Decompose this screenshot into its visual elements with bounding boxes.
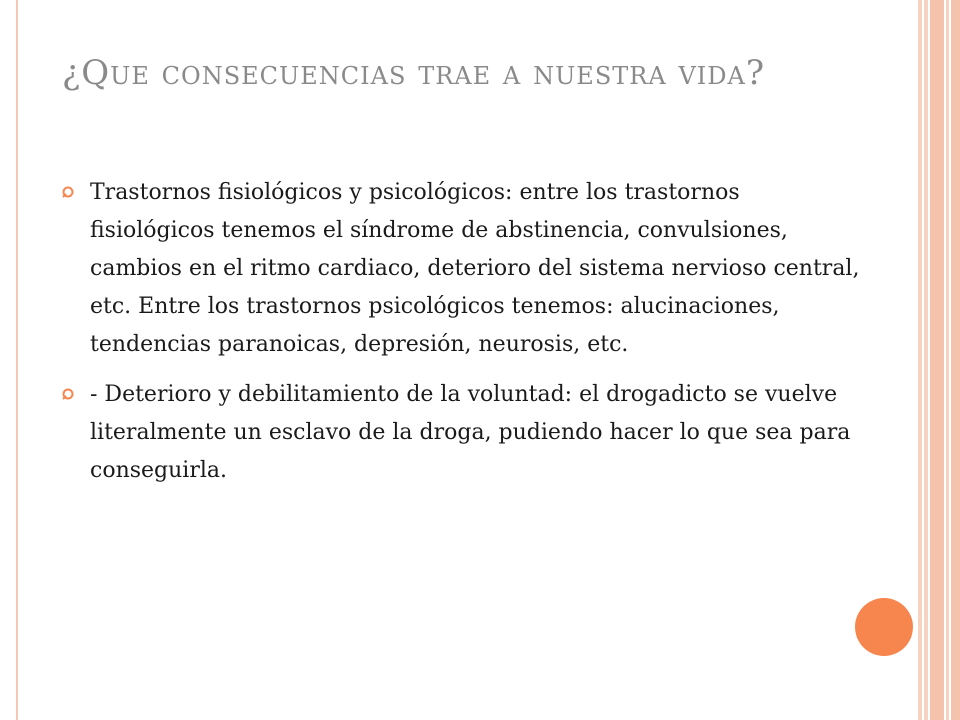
- stripe: [951, 0, 960, 720]
- stripe: [918, 0, 922, 720]
- stripe: [924, 0, 928, 720]
- list-item: [62, 174, 862, 364]
- slide-title: ¿Que consecuencias trae a nuestra vida?: [62, 53, 766, 93]
- stripe: [946, 0, 949, 720]
- circle-bullet-icon: [62, 186, 74, 198]
- list-item: [62, 376, 862, 490]
- bullet-text: - Deterioro y debilitamiento de la voluntad: el drogadicto se vuelve literalmente un esclavo de la droga, pudiendo hacer lo que sea para conseguirla.: [90, 382, 851, 483]
- bullet-text: Trastornos fisiológicos y psicológicos: entre los trastornos fisiológicos tenemos el síndrome de abstinencia, convulsiones, cambios en el ritmo cardiaco, deterioro del sistema nervioso central, etc. Entre los trastornos psicológicos tenemos: alucinaciones, tendencias paranoicas, depresión, neurosis, etc.: [90, 180, 860, 357]
- left-decorative-rule: [16, 0, 18, 720]
- right-decorative-stripes: [918, 0, 960, 720]
- stripe: [930, 0, 944, 720]
- orange-circle-decoration: [855, 598, 913, 656]
- bullet-list: [62, 174, 862, 502]
- circle-bullet-icon: [62, 388, 74, 400]
